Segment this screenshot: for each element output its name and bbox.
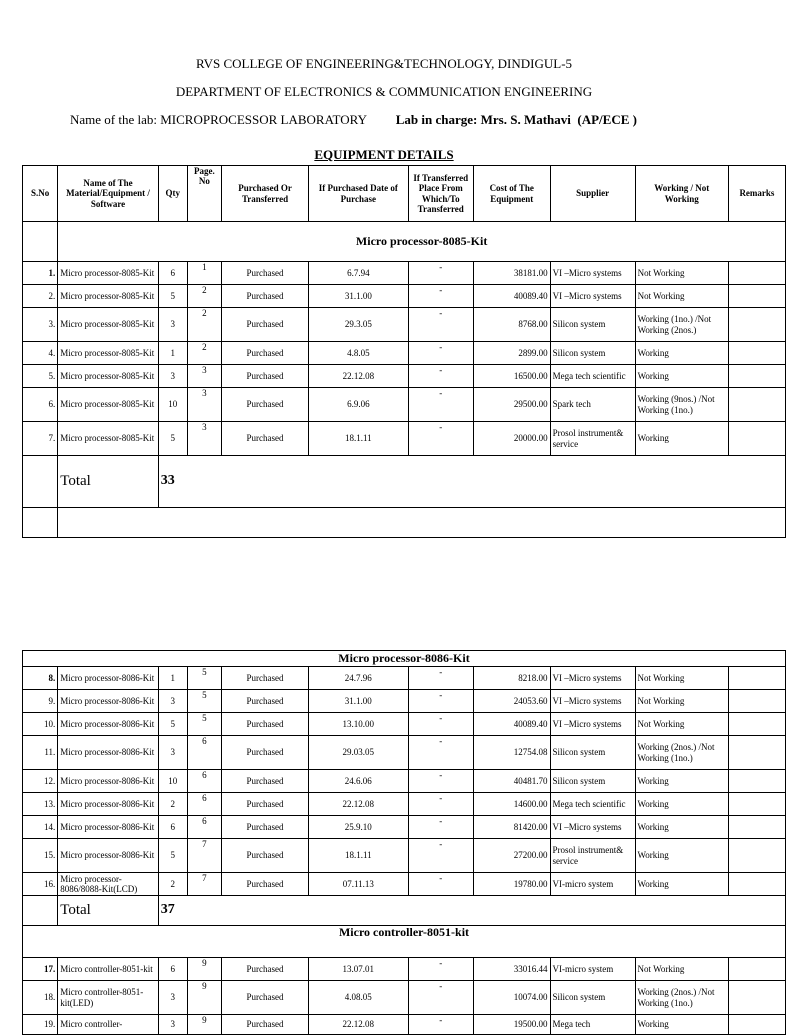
row-sno: 16. xyxy=(23,873,58,896)
row-remarks xyxy=(728,422,785,456)
row-sno: 2. xyxy=(23,285,58,308)
row-sno: 3. xyxy=(23,308,58,342)
row-cost: 29500.00 xyxy=(473,388,550,422)
row-purchased: Purchased xyxy=(221,793,308,816)
row-qty: 3 xyxy=(158,365,187,388)
group-title: Micro processor-8085-Kit xyxy=(58,222,786,262)
row-page: 7 xyxy=(187,873,221,896)
row-status: Working xyxy=(635,342,728,365)
equipment-table-page2 xyxy=(22,650,786,1035)
row-date: 4.8.05 xyxy=(309,342,409,365)
row-remarks xyxy=(728,285,785,308)
row-cost: 24053.60 xyxy=(473,690,550,713)
blank-cell xyxy=(23,222,58,262)
row-sno: 5. xyxy=(23,365,58,388)
col-header-date: If Purchased Date of Purchase xyxy=(309,166,409,222)
row-name: Micro processor-8086-Kit xyxy=(58,793,159,816)
blank-cell xyxy=(23,456,58,508)
row-place: - xyxy=(408,1015,473,1035)
row-status: Not Working xyxy=(635,285,728,308)
row-supplier: VI –Micro systems xyxy=(550,667,635,690)
row-qty: 6 xyxy=(158,816,187,839)
row-cost: 8218.00 xyxy=(473,667,550,690)
row-cost: 12754.08 xyxy=(473,736,550,770)
table-row xyxy=(23,285,786,308)
row-name: Micro processor-8086-Kit xyxy=(58,770,159,793)
row-date: 29.03.05 xyxy=(309,736,409,770)
row-cost: 40089.40 xyxy=(473,285,550,308)
row-place: - xyxy=(408,770,473,793)
row-purchased: Purchased xyxy=(221,690,308,713)
row-name: Micro processor-8085-Kit xyxy=(58,262,159,285)
row-page: 3 xyxy=(187,365,221,388)
row-purchased: Purchased xyxy=(221,713,308,736)
row-remarks xyxy=(728,365,785,388)
row-status: Working (2nos.) /Not Working (1no.) xyxy=(635,736,728,770)
total-label: Total xyxy=(58,896,159,926)
row-name: Micro processor-8086-Kit xyxy=(58,816,159,839)
table-row xyxy=(23,958,786,981)
row-name: Micro processor-8086-Kit xyxy=(58,690,159,713)
blank-row xyxy=(23,508,786,538)
row-supplier: VI –Micro systems xyxy=(550,713,635,736)
row-purchased: Purchased xyxy=(221,736,308,770)
col-header-page: Page. No xyxy=(187,166,221,222)
row-date: 31.1.00 xyxy=(309,690,409,713)
row-page: 9 xyxy=(187,958,221,981)
row-qty: 10 xyxy=(158,770,187,793)
col-header-sno: S.No xyxy=(23,166,58,222)
row-sno: 13. xyxy=(23,793,58,816)
table-row xyxy=(23,713,786,736)
row-remarks xyxy=(728,713,785,736)
row-sno: 6. xyxy=(23,388,58,422)
row-date: 4.08.05 xyxy=(309,981,409,1015)
row-date: 13.07.01 xyxy=(309,958,409,981)
total-row xyxy=(23,456,786,508)
row-qty: 6 xyxy=(158,958,187,981)
row-qty: 3 xyxy=(158,1015,187,1035)
row-name: Micro processor-8086-Kit xyxy=(58,839,159,873)
row-remarks xyxy=(728,342,785,365)
row-qty: 3 xyxy=(158,736,187,770)
row-sno: 17. xyxy=(23,958,58,981)
group-title-row xyxy=(23,651,786,667)
row-name: Micro processor-8086-Kit xyxy=(58,736,159,770)
row-supplier: Prosol instrument& service xyxy=(550,422,635,456)
row-cost: 81420.00 xyxy=(473,816,550,839)
row-remarks xyxy=(728,793,785,816)
table-row xyxy=(23,342,786,365)
total-label: Total xyxy=(58,456,159,508)
row-qty: 10 xyxy=(158,388,187,422)
row-page: 1 xyxy=(187,262,221,285)
lab-incharge: Lab in charge: Mrs. S. Mathavi (AP/ECE ) xyxy=(395,112,637,127)
total-qty: 37 xyxy=(158,896,785,926)
row-remarks xyxy=(728,262,785,285)
row-qty: 3 xyxy=(158,981,187,1015)
row-place: - xyxy=(408,308,473,342)
row-place: - xyxy=(408,667,473,690)
row-qty: 5 xyxy=(158,713,187,736)
equipment-table-page1 xyxy=(22,165,786,538)
group-title-row xyxy=(23,222,786,262)
row-supplier: VI –Micro systems xyxy=(550,816,635,839)
row-remarks xyxy=(728,736,785,770)
row-status: Working (9nos.) /Not Working (1no.) xyxy=(635,388,728,422)
row-date: 6.9.06 xyxy=(309,388,409,422)
row-cost: 16500.00 xyxy=(473,365,550,388)
row-cost: 19780.00 xyxy=(473,873,550,896)
table-row xyxy=(23,816,786,839)
row-cost: 40089.40 xyxy=(473,713,550,736)
row-remarks xyxy=(728,816,785,839)
row-purchased: Purchased xyxy=(222,342,309,365)
table-row xyxy=(23,262,786,285)
group-title-row xyxy=(23,926,786,958)
row-supplier: VI –Micro systems xyxy=(550,262,635,285)
table-row xyxy=(23,422,786,456)
row-place: - xyxy=(408,422,473,456)
row-status: Not Working xyxy=(635,262,728,285)
row-purchased: Purchased xyxy=(221,816,308,839)
row-place: - xyxy=(408,873,473,896)
row-sno: 1. xyxy=(23,262,58,285)
row-cost: 8768.00 xyxy=(473,308,550,342)
row-qty: 2 xyxy=(158,793,187,816)
row-place: - xyxy=(408,736,473,770)
row-remarks xyxy=(728,667,785,690)
row-cost: 14600.00 xyxy=(473,793,550,816)
row-name: Micro processor-8085-Kit xyxy=(58,422,159,456)
row-qty: 5 xyxy=(158,285,187,308)
row-remarks xyxy=(728,1015,785,1035)
row-name: Micro processor-8085-Kit xyxy=(58,342,159,365)
row-cost: 20000.00 xyxy=(473,422,550,456)
lab-name: : MICROPROCESSOR LABORATORY xyxy=(153,112,367,127)
row-remarks xyxy=(728,873,785,896)
table-row xyxy=(23,1015,786,1035)
row-page: 9 xyxy=(187,1015,221,1035)
blank-cell xyxy=(23,896,58,926)
table-row xyxy=(23,839,786,873)
row-date: 18.1.11 xyxy=(309,422,409,456)
row-sno: 11. xyxy=(23,736,58,770)
row-status: Working xyxy=(635,816,728,839)
row-sno: 19. xyxy=(23,1015,58,1035)
row-cost: 40481.70 xyxy=(473,770,550,793)
row-place: - xyxy=(408,262,473,285)
row-remarks xyxy=(728,981,785,1015)
row-cost: 33016.44 xyxy=(473,958,550,981)
row-page: 6 xyxy=(187,770,221,793)
row-qty: 6 xyxy=(158,262,187,285)
row-qty: 1 xyxy=(158,667,187,690)
row-sno: 9. xyxy=(23,690,58,713)
row-supplier: Silicon system xyxy=(550,981,635,1015)
row-status: Working xyxy=(635,770,728,793)
row-page: 6 xyxy=(187,816,221,839)
row-supplier: Silicon system xyxy=(550,308,635,342)
row-name: Micro controller-8051-kit xyxy=(58,958,159,981)
row-date: 24.7.96 xyxy=(309,667,409,690)
row-page: 3 xyxy=(187,422,221,456)
row-supplier: VI-micro system xyxy=(550,958,635,981)
row-purchased: Purchased xyxy=(221,1015,308,1035)
row-purchased: Purchased xyxy=(221,873,308,896)
row-name: Micro processor-8085-Kit xyxy=(58,388,159,422)
row-purchased: Purchased xyxy=(222,262,309,285)
table-row xyxy=(23,365,786,388)
row-supplier: Mega tech xyxy=(550,1015,635,1035)
row-page: 2 xyxy=(187,342,221,365)
group-title: Micro controller-8051-kit xyxy=(23,926,786,958)
row-name: Micro processor-8085-Kit xyxy=(58,308,159,342)
row-purchased: Purchased xyxy=(221,958,308,981)
row-purchased: Purchased xyxy=(221,839,308,873)
row-page: 5 xyxy=(187,667,221,690)
row-status: Not Working xyxy=(635,667,728,690)
row-purchased: Purchased xyxy=(221,981,308,1015)
college-name: RVS COLLEGE OF ENGINEERING&TECHNOLOGY, DINDIGUL-5 xyxy=(195,56,573,71)
row-sno: 8. xyxy=(23,667,58,690)
row-remarks xyxy=(728,388,785,422)
row-page: 5 xyxy=(187,690,221,713)
row-remarks xyxy=(728,839,785,873)
row-remarks xyxy=(728,770,785,793)
row-remarks xyxy=(728,958,785,981)
table-row xyxy=(23,770,786,793)
row-name: Micro processor-8086-Kit xyxy=(58,667,159,690)
row-supplier: VI –Micro systems xyxy=(550,285,635,308)
row-purchased: Purchased xyxy=(221,770,308,793)
lab-info-line xyxy=(70,112,637,128)
row-supplier: Mega tech scientific xyxy=(550,365,635,388)
row-date: 31.1.00 xyxy=(309,285,409,308)
col-header-cost: Cost of The Equipment xyxy=(473,166,550,222)
row-cost: 19500.00 xyxy=(473,1015,550,1035)
row-purchased: Purchased xyxy=(222,365,309,388)
row-date: 24.6.06 xyxy=(309,770,409,793)
row-sno: 4. xyxy=(23,342,58,365)
row-status: Working (1no.) /Not Working (2nos.) xyxy=(635,308,728,342)
table-row xyxy=(23,736,786,770)
row-supplier: Silicon system xyxy=(550,770,635,793)
row-date: 18.1.11 xyxy=(309,839,409,873)
row-date: 13.10.00 xyxy=(309,713,409,736)
row-purchased: Purchased xyxy=(222,388,309,422)
col-header-status: Working / Not Working xyxy=(635,166,728,222)
row-remarks xyxy=(728,690,785,713)
row-page: 2 xyxy=(187,308,221,342)
row-place: - xyxy=(408,713,473,736)
row-date: 29.3.05 xyxy=(309,308,409,342)
row-date: 6.7.94 xyxy=(309,262,409,285)
row-status: Working xyxy=(635,422,728,456)
table-row xyxy=(23,667,786,690)
row-purchased: Purchased xyxy=(221,667,308,690)
row-place: - xyxy=(408,285,473,308)
row-supplier: Prosol instrument& service xyxy=(550,839,635,873)
row-cost: 10074.00 xyxy=(473,981,550,1015)
row-sno: 18. xyxy=(23,981,58,1015)
row-name: Micro controller-8051-kit(LED) xyxy=(58,981,159,1015)
row-date: 22.12.08 xyxy=(309,365,409,388)
row-status: Working xyxy=(635,793,728,816)
row-status: Not Working xyxy=(635,690,728,713)
table-row xyxy=(23,981,786,1015)
row-cost: 2899.00 xyxy=(473,342,550,365)
row-sno: 12. xyxy=(23,770,58,793)
lab-label: Name of the lab xyxy=(70,112,154,127)
col-header-supplier: Supplier xyxy=(550,166,635,222)
row-date: 07.11.13 xyxy=(309,873,409,896)
row-supplier: Silicon system xyxy=(550,342,635,365)
row-status: Working xyxy=(635,365,728,388)
row-status: Not Working xyxy=(635,958,728,981)
row-page: 2 xyxy=(187,285,221,308)
row-place: - xyxy=(408,388,473,422)
table-row xyxy=(23,308,786,342)
row-purchased: Purchased xyxy=(222,285,309,308)
row-place: - xyxy=(408,365,473,388)
row-supplier: VI –Micro systems xyxy=(550,690,635,713)
row-status: Working xyxy=(635,873,728,896)
row-page: 6 xyxy=(187,736,221,770)
row-date: 22.12.08 xyxy=(309,793,409,816)
section-title: EQUIPMENT DETAILS xyxy=(314,147,454,162)
row-page: 6 xyxy=(187,793,221,816)
row-status: Working (2nos.) /Not Working (1no.) xyxy=(635,981,728,1015)
row-purchased: Purchased xyxy=(222,308,309,342)
row-place: - xyxy=(408,342,473,365)
table-row xyxy=(23,873,786,896)
department-name: DEPARTMENT OF ELECTRONICS & COMMUNICATION ENGINEERING xyxy=(175,84,593,99)
row-place: - xyxy=(408,958,473,981)
row-sno: 7. xyxy=(23,422,58,456)
row-qty: 3 xyxy=(158,690,187,713)
row-qty: 5 xyxy=(158,422,187,456)
col-header-qty: Qty xyxy=(158,166,187,222)
row-name: Micro processor-8085-Kit xyxy=(58,365,159,388)
row-status: Not Working xyxy=(635,713,728,736)
row-status: Working xyxy=(635,839,728,873)
row-name: Micro processor-8085-Kit xyxy=(58,285,159,308)
row-purchased: Purchased xyxy=(222,422,309,456)
col-header-transferred: If Transferred Place From Which/To Transferred xyxy=(408,166,473,222)
row-place: - xyxy=(408,839,473,873)
row-page: 3 xyxy=(187,388,221,422)
row-cost: 38181.00 xyxy=(473,262,550,285)
row-name: Micro controller- xyxy=(58,1015,159,1035)
row-date: 25.9.10 xyxy=(309,816,409,839)
row-sno: 14. xyxy=(23,816,58,839)
total-qty: 33 xyxy=(158,456,785,508)
row-name: Micro processor-8086-Kit xyxy=(58,713,159,736)
row-place: - xyxy=(408,816,473,839)
row-qty: 2 xyxy=(158,873,187,896)
total-row xyxy=(23,896,786,926)
row-supplier: Spark tech xyxy=(550,388,635,422)
blank-cell xyxy=(23,508,58,538)
row-supplier: Silicon system xyxy=(550,736,635,770)
table-row xyxy=(23,793,786,816)
row-page: 7 xyxy=(187,839,221,873)
row-qty: 1 xyxy=(158,342,187,365)
col-header-remarks: Remarks xyxy=(728,166,785,222)
group-title: Micro processor-8086-Kit xyxy=(23,651,786,667)
row-qty: 3 xyxy=(158,308,187,342)
row-qty: 5 xyxy=(158,839,187,873)
row-sno: 15. xyxy=(23,839,58,873)
row-place: - xyxy=(408,981,473,1015)
table-row xyxy=(23,690,786,713)
row-status: Working xyxy=(635,1015,728,1035)
row-page: 5 xyxy=(187,713,221,736)
table-header-row xyxy=(23,166,786,222)
row-place: - xyxy=(408,793,473,816)
row-page: 9 xyxy=(187,981,221,1015)
row-supplier: Mega tech scientific xyxy=(550,793,635,816)
blank-cell xyxy=(58,508,786,538)
row-name: Micro processor-8086/8088-Kit(LCD) xyxy=(58,873,159,896)
row-cost: 27200.00 xyxy=(473,839,550,873)
row-date: 22.12.08 xyxy=(309,1015,409,1035)
row-remarks xyxy=(728,308,785,342)
row-sno: 10. xyxy=(23,713,58,736)
col-header-purchased: Purchased Or Transferred xyxy=(222,166,309,222)
table-row xyxy=(23,388,786,422)
col-header-name: Name of The Material/Equipment / Software xyxy=(58,166,159,222)
row-supplier: VI-micro system xyxy=(550,873,635,896)
row-place: - xyxy=(408,690,473,713)
